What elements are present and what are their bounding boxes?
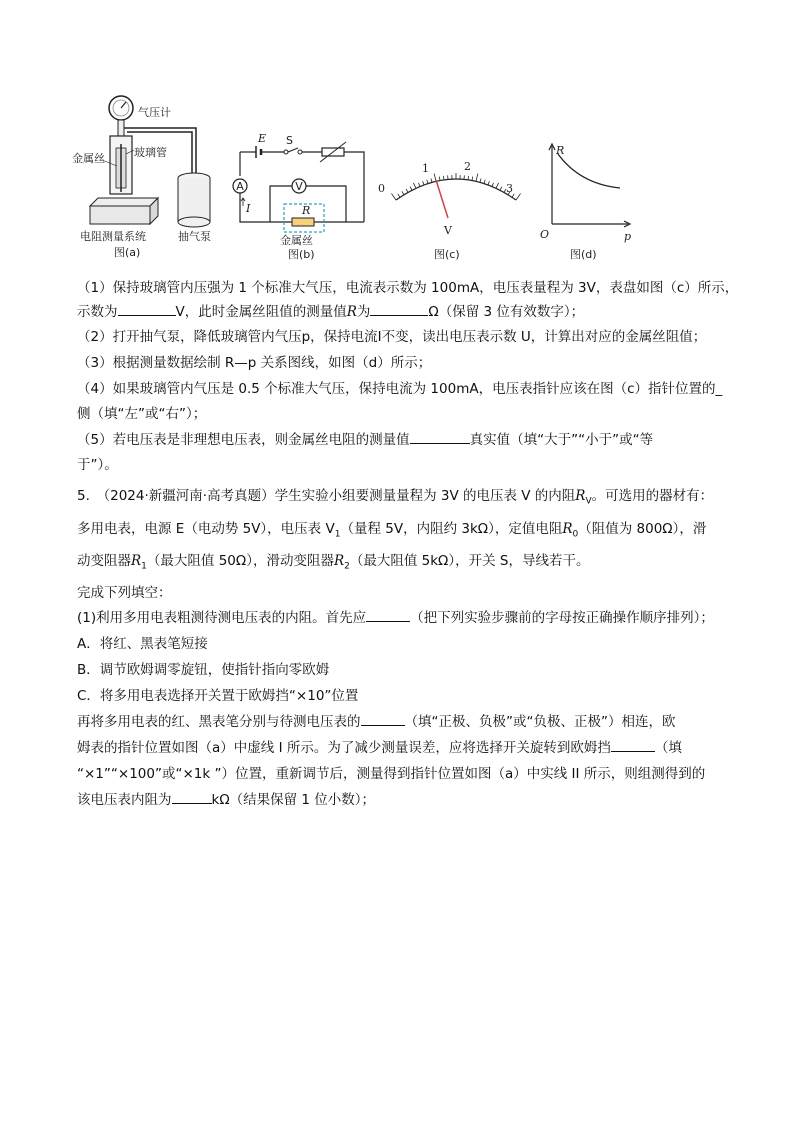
figures-row xyxy=(60,88,760,268)
dial-tick xyxy=(500,187,502,191)
q4-line-1: （1）保持玻璃管内压强为 1 个标准大气压，电流表示数为 100mA，电压表量程为 3V，表盘如图（c）所示， xyxy=(77,280,739,296)
label-I: I xyxy=(246,202,251,215)
dial-tick xyxy=(496,183,499,188)
dial-tick xyxy=(443,176,444,180)
caption-a: 图(a) xyxy=(114,246,141,259)
dial-unit: V xyxy=(444,224,452,237)
caption-c: 图(c) xyxy=(434,248,460,261)
dial-tick xyxy=(418,183,420,187)
wire-label-b: 金属丝 xyxy=(280,234,313,247)
resistor-icon xyxy=(292,218,314,226)
answer-blank-voltage[interactable] xyxy=(118,301,176,316)
q4-line-5: （4）如果玻璃管内气压是 0.5 个标准大气压，保持电流为 100mA，电压表指针应该在图（c）指针位置的_ xyxy=(77,381,723,397)
q5-line-9: 再将多用电表的红、黑表笔分别与待测电压表的 （填“正极、负极”或“负极、正极”）相连，欧 xyxy=(77,710,675,730)
axis-label-R: R xyxy=(556,144,565,157)
origin-label: O xyxy=(540,228,550,241)
dial-tick xyxy=(488,181,489,185)
system-label: 电阻测量系统 xyxy=(80,230,146,243)
wire-label-a: 金属丝 xyxy=(72,152,105,165)
caption-d: 图(d) xyxy=(570,248,597,261)
pump-label: 抽气泵 xyxy=(178,230,211,243)
label-S: S xyxy=(286,134,293,147)
q5-line-5: (1)利用多用电表粗测待测电压表的内阻。首先应 （把下列实验步骤前的字母按正确操作顺序排列）； xyxy=(77,606,714,626)
answer-blank-resistance-k[interactable] xyxy=(172,789,212,804)
dial-tick xyxy=(427,180,428,184)
dial-tick xyxy=(413,183,416,188)
tube-label: 玻璃管 xyxy=(134,146,167,159)
dial-tick xyxy=(410,187,412,191)
figure-c xyxy=(378,160,521,261)
tick-label-1: 1 xyxy=(422,162,429,175)
dial-tick xyxy=(402,191,404,194)
tick-label-2: 2 xyxy=(464,160,471,173)
dial-tick xyxy=(439,177,440,181)
dial-tick xyxy=(391,193,396,200)
q5-line-11: “×1”“×100”或“×1k ”）位置，重新调节后，测量得到指针位置如图（a）中实线 II 所示，则组测得到的 xyxy=(77,766,706,782)
caption-b: 图(b) xyxy=(288,248,315,261)
q5-option-b: B．调节欧姆调零旋钮，使指针指向零欧姆 xyxy=(77,662,330,678)
dial-arc xyxy=(396,179,516,200)
figure-b xyxy=(233,132,364,261)
dial-tick xyxy=(472,177,473,181)
label-A: A xyxy=(236,180,244,193)
q5-line-2: 多用电表，电源 E（电动势 5V），电压表 $V_1$（量程 5V，内阻约 3kΩ），定值电阻$R_0$（阻值为 800Ω），滑 xyxy=(77,521,707,540)
figures-svg xyxy=(60,88,760,268)
dial-tick xyxy=(423,181,424,185)
q5-line-3: 动变阻器$R_1$（最大阻值 50Ω），滑动变阻器$R_2$（最大阻值 5kΩ），开关 S，导线若干。 xyxy=(77,553,590,572)
dial-tick xyxy=(406,189,408,192)
answer-blank-steps[interactable] xyxy=(366,607,410,622)
figure-a xyxy=(72,96,211,259)
answer-blank-polarity[interactable] xyxy=(361,711,405,726)
dial-tick xyxy=(516,193,521,200)
dial-tick xyxy=(484,180,485,184)
dial-tick xyxy=(476,174,478,182)
dial-tick xyxy=(468,176,469,180)
q4-line-7: （5）若电压表是非理想电压表，则金属丝电阻的测量值 真实值（填“大于”“小于”或“等 xyxy=(77,428,653,448)
answer-blank-resistance[interactable] xyxy=(370,301,428,316)
tick-label-0: 0 xyxy=(378,182,385,195)
label-R-b: R xyxy=(302,204,311,217)
gauge-label: 气压计 xyxy=(138,106,171,119)
q4-line-2: 示数为 V，此时金属丝阻值的测量值R为 Ω（保留 3 位有效数字）； xyxy=(77,300,584,320)
dial-tick xyxy=(480,179,481,183)
dial-needle xyxy=(436,180,448,218)
dial-tick xyxy=(492,183,494,187)
dial-tick xyxy=(398,194,400,197)
dial-ticks xyxy=(391,173,520,200)
answer-blank-compare[interactable] xyxy=(410,429,470,444)
q4-line-6: 侧（填“左”或“右”）； xyxy=(77,406,207,422)
q5-option-c: C．将多用电表选择开关置于欧姆挡“×10”位置 xyxy=(77,688,359,704)
label-E: E xyxy=(258,132,267,145)
q5-option-a: A．将红、黑表笔短接 xyxy=(77,636,208,652)
r-p-curve xyxy=(558,154,620,188)
q5-line-1: 5. （2024·新疆河南·高考真题）学生实验小组要测量量程为 3V 的电压表 V 的内阻$R_V$。可选用的器材有： xyxy=(77,488,714,507)
q5-line-4: 完成下列填空： xyxy=(77,585,172,601)
axis-label-p: p xyxy=(624,230,632,243)
q5-line-10: 姆表的指针位置如图（a）中虚线 I 所示。为了减少测量误差，应将选择开关旋转到欧姆挡 （填 xyxy=(77,736,682,756)
figure-d xyxy=(540,144,631,261)
q4-line-4: （3）根据测量数据绘制 R—p 关系图线，如图（d）所示； xyxy=(77,355,432,371)
dial-tick xyxy=(431,179,432,183)
label-V-b: V xyxy=(295,180,303,193)
q4-line-3: （2）打开抽气泵，降低玻璃管内气压p，保持电流I不变，读出电压表示数 U，计算出对应的金属丝阻值； xyxy=(77,329,707,345)
tick-label-3: 3 xyxy=(506,182,513,195)
q4-line-8: 于”）。 xyxy=(77,457,118,473)
q5-line-12: 该电压表内阻为 kΩ（结果保留 1 位小数）； xyxy=(77,788,375,808)
answer-blank-range[interactable] xyxy=(611,737,655,752)
